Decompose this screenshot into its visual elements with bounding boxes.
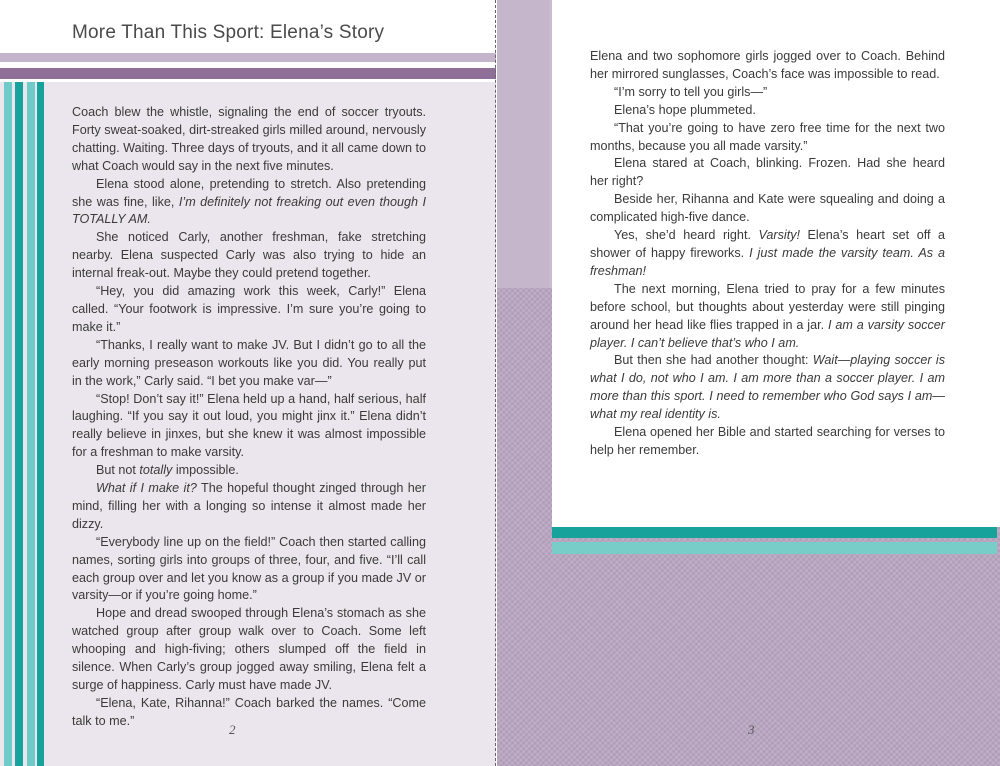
background-panel-edge	[497, 0, 549, 288]
paragraph: But not totally impossible.	[96, 463, 239, 478]
paragraph: What if I make it? The hopeful thought zinged through her mind, filling her with a longing so intense it almost made her dizzy.	[72, 481, 426, 531]
paragraph: The next morning, Elena tried to pray for a few minutes before school, but thoughts about yesterday were still pinging around her head like flies trapped in a jar. I am a varsity soccer player. I can’t believe that’s who I am.	[590, 281, 945, 350]
paragraph: “That you’re going to have zero free time for the next two months, because you all made varsity.”	[590, 120, 945, 153]
title-stripe	[0, 53, 496, 62]
margin-stripe	[27, 82, 35, 766]
paragraph: Elena stared at Coach, blinking. Frozen. Had she heard her right?	[590, 156, 945, 189]
paragraph: Elena opened her Bible and started searching for verses to help her remember.	[590, 425, 945, 457]
margin-stripe	[37, 82, 44, 766]
italic-text: totally	[139, 463, 173, 478]
paragraph: “Everybody line up on the field!” Coach then started calling names, sorting girls into groups of three, four, and five. “I’ll call each group over and let you know as a group if you made JV or varsity—or if you’re going home.”	[72, 534, 426, 603]
paragraph: Yes, she’d heard right. Varsity! Elena’s heart set off a shower of happy fireworks. I just made the varsity team. As a freshman!	[590, 228, 945, 278]
paragraph: “Stop! Don’t say it!” Elena held up a hand, half serious, half laughing. “If you say it out loud, you might jinx it.” Elena didn’t really believe in jinxes, but she knew it was almost impossible for a freshman to make varsity.	[72, 391, 426, 460]
card-stripe-dark	[552, 527, 997, 538]
paragraph: “Hey, you did amazing work this week, Carly!” Elena called. “Your footwork is impressive. I’m sure you’re going to make it.”	[72, 284, 426, 334]
italic-text: Wait—playing soccer is what I do, not who I am. I am more than a soccer player. I am more than this sport. I need to remember who God says I am—what my real identity is.	[590, 353, 945, 422]
paragraph: Coach blew the whistle, signaling the end of soccer tryouts. Forty sweat-soaked, dirt-streaked girls milled around, nervously chatting. Waiting. Three days of tryouts, and it all came down to what Coach would say in the next five minutes.	[72, 105, 426, 173]
chapter-title: More Than This Sport: Elena’s Story	[72, 22, 385, 43]
paragraph: Beside her, Rihanna and Kate were squealing and doing a complicated high-five dance.	[590, 192, 945, 225]
left-page	[0, 0, 496, 766]
italic-text: Varsity!	[758, 228, 800, 243]
paragraph: But then she had another thought: Wait—playing soccer is what I do, not who I am. I am more than a soccer player. I am more than this sport. I need to remember who God says I am—what my real identity is.	[590, 353, 945, 422]
paragraph: Hope and dread swooped through Elena’s stomach as she watched group after group walk over to Coach. Some left whooping and high-fiving; others slumped off the field in silence. When Carly’s group jogged away smiling, Elena felt a surge of happiness. Carly must have made JV.	[72, 606, 426, 692]
title-stripe-gap	[0, 62, 496, 66]
paragraph: “Elena, Kate, Rihanna!” Coach barked the names. “Come talk to me.”	[72, 695, 426, 728]
paragraph: Elena and two sophomore girls jogged over to Coach. Behind her mirrored sunglasses, Coach’s face was impossible to read.	[590, 49, 945, 81]
right-page-body-text	[590, 48, 945, 460]
page-number: 3	[748, 722, 755, 737]
paragraph: “I’m sorry to tell you girls—”	[614, 84, 768, 99]
italic-text: I just made the varsity team. As a freshman!	[590, 245, 945, 278]
paragraph: Elena’s hope plummeted.	[614, 102, 756, 117]
italic-text: I’m definitely not freaking out even though I TOTALLY AM.	[72, 194, 426, 227]
left-page-body-text	[72, 104, 426, 731]
page-number: 2	[229, 722, 236, 737]
margin-stripe	[4, 82, 12, 766]
italic-text: I am a varsity soccer player. I can’t believe that’s who I am.	[590, 317, 945, 350]
paragraph: She noticed Carly, another freshman, fake stretching nearby. Elena suspected Carly was also trying to hide an internal freak-out. Maybe they could pretend together.	[72, 230, 426, 281]
paragraph: “Thanks, I really want to make JV. But I didn’t go to all the early morning preseason workouts like you did. You really put in the work,” Carly said. “I bet you make var—”	[72, 337, 426, 388]
paragraph: Elena stood alone, pretending to stretch. Also pretending she was fine, like, I’m definitely not freaking out even though I TOTALLY AM.	[72, 176, 426, 227]
italic-text: What if I make it?	[96, 481, 197, 496]
margin-stripe	[15, 82, 23, 766]
card-stripe-light	[552, 542, 997, 554]
title-stripe-dark	[0, 68, 496, 79]
spine-fold-line	[495, 0, 496, 766]
